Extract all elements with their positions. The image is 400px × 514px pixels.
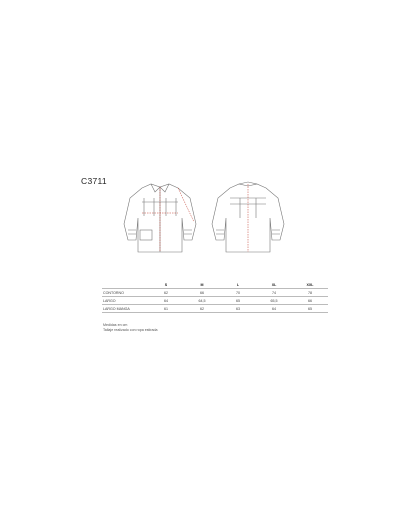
measurement-value: 61 xyxy=(148,305,184,313)
shirt-back-sketch xyxy=(206,178,290,258)
measurement-value: 74 xyxy=(256,289,292,297)
measurement-value: 63 xyxy=(220,305,256,313)
measurement-value: 78 xyxy=(292,289,328,297)
table-row xyxy=(102,305,328,313)
measurement-value: 65 xyxy=(292,305,328,313)
measurement-value: 66 xyxy=(292,297,328,305)
measurement-value: 62 xyxy=(184,305,220,313)
note-line: Tallaje realizado con ropa estirada xyxy=(103,327,158,332)
size-header: M xyxy=(184,281,220,289)
size-header: XL xyxy=(256,281,292,289)
table-row xyxy=(102,297,328,305)
table-row xyxy=(102,289,328,297)
note-line: Medidas en cm xyxy=(103,323,128,327)
size-header: L xyxy=(220,281,256,289)
size-table xyxy=(102,281,328,313)
measurement-value: 65 xyxy=(220,297,256,305)
measurement-notes xyxy=(103,323,158,332)
measurement-value: 66 xyxy=(184,289,220,297)
measurement-value: 65,5 xyxy=(256,297,292,305)
measurement-value: 62 xyxy=(148,289,184,297)
size-header: XXL xyxy=(292,281,328,289)
row-label: CONTORNO xyxy=(102,289,148,297)
product-code: C3711 xyxy=(81,176,107,186)
measurement-value: 64,5 xyxy=(184,297,220,305)
size-table-header xyxy=(102,281,328,289)
measurement-value: 70 xyxy=(220,289,256,297)
measurement-value: 64 xyxy=(148,297,184,305)
measurement-value: 64 xyxy=(256,305,292,313)
size-table-corner xyxy=(102,281,148,289)
shirt-front-sketch xyxy=(118,178,202,258)
size-header: S xyxy=(148,281,184,289)
row-label: LARGO MANGA xyxy=(102,305,148,313)
row-label: LARGO xyxy=(102,297,148,305)
